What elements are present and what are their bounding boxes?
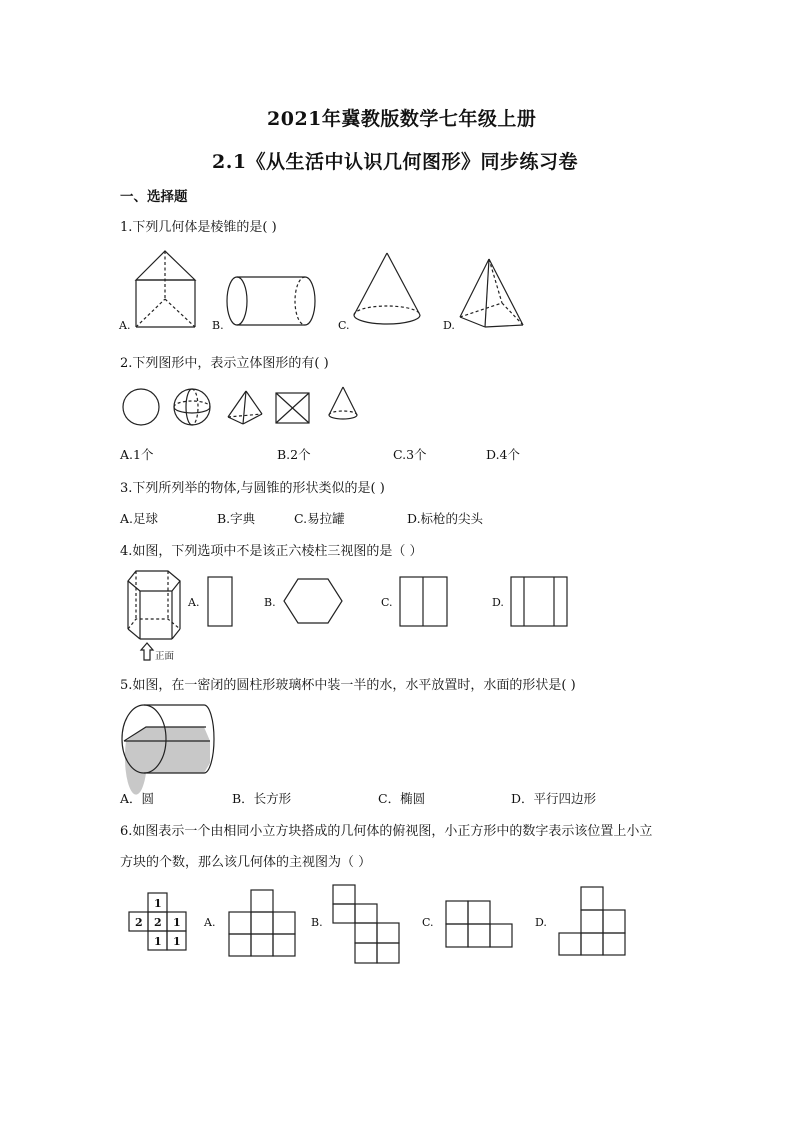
q5-option-a: A．圆 <box>120 791 155 806</box>
question-6-text-line-1: 6.如图表示一个由相同小立方块搭成的几何体的俯视图，小正方形中的数字表示该位置上小立 <box>120 824 653 839</box>
front-arrow-icon <box>140 642 154 662</box>
q4-label-b: B. <box>264 596 276 609</box>
q5-option-c: C．椭圆 <box>378 791 426 806</box>
question-4-text: 4.如图，下列选项中不是该正六棱柱三视图的是（ ） <box>120 544 423 559</box>
top-view-number-grid <box>127 891 193 957</box>
question-1-text: 1.下列几何体是棱锥的是( ) <box>120 220 277 235</box>
q6-label-b: B. <box>311 916 323 929</box>
circle-figure <box>122 388 162 428</box>
front-view-option-a <box>227 888 299 958</box>
half-filled-cylinder-figure <box>118 703 214 779</box>
q4-label-a: A. <box>188 596 200 609</box>
page-title: 2021年冀教版数学七年级上册 <box>267 108 537 130</box>
q1-label-a: A. <box>119 319 131 332</box>
q6-label-a: A. <box>204 916 216 929</box>
q6-label-d: D. <box>535 916 547 929</box>
q1-label-c: C. <box>338 319 350 332</box>
q2-option-a: A.1个 <box>120 447 154 462</box>
page-subtitle: 2.1《从生活中认识几何图形》同步练习卷 <box>212 151 579 173</box>
grid-number: 1 <box>173 935 181 948</box>
front-view-option-b <box>331 883 403 968</box>
grid-number: 2 <box>135 916 143 929</box>
three-panel-rectangle-view <box>509 575 571 629</box>
hexagonal-prism-figure <box>120 567 188 647</box>
q5-option-d: D．平行四边形 <box>511 791 597 806</box>
small-cone-figure <box>326 385 362 425</box>
section-heading: 一、选择题 <box>120 189 188 205</box>
crossed-square-figure <box>274 391 314 427</box>
q5-option-b: B．长方形 <box>232 791 292 806</box>
cone-figure <box>350 250 425 330</box>
q3-option-c: C.易拉罐 <box>294 511 345 526</box>
q2-option-b: B.2个 <box>277 447 311 462</box>
question-5-text: 5.如图，在一密闭的圆柱形玻璃杯中装一半的水，水平放置时，水面的形状是( ) <box>120 678 576 693</box>
grid-number: 1 <box>154 897 162 910</box>
question-3-text: 3.下列所列举的物体,与圆锥的形状类似的是( ) <box>120 481 385 496</box>
horizontal-cylinder-figure <box>225 275 317 330</box>
triangular-prism-figure <box>130 247 200 332</box>
grid-number: 2 <box>154 916 162 929</box>
q3-option-b: B.字典 <box>217 511 256 526</box>
q6-label-c: C. <box>422 916 434 929</box>
q3-option-d: D.标枪的尖头 <box>407 511 484 526</box>
hexagon-view <box>283 577 345 627</box>
front-view-option-c <box>444 899 516 951</box>
tall-rectangle-view <box>206 575 236 629</box>
two-panel-rectangle-view <box>398 575 450 629</box>
square-pyramid-figure <box>455 255 530 333</box>
front-view-label: 正面 <box>155 651 175 662</box>
grid-number: 1 <box>154 935 162 948</box>
front-view-option-d <box>557 885 629 960</box>
q4-label-d: D. <box>492 596 504 609</box>
q1-label-d: D. <box>443 319 455 332</box>
q2-option-c: C.3个 <box>393 447 427 462</box>
tetrahedron-figure <box>226 389 266 429</box>
q2-option-d: D.4个 <box>486 447 521 462</box>
question-6-text-line-2: 方块的个数，那么该几何体的主视图为（ ） <box>120 855 372 870</box>
q4-label-c: C. <box>381 596 393 609</box>
grid-number: 1 <box>173 916 181 929</box>
question-2-text: 2.下列图形中，表示立体图形的有( ) <box>120 356 329 371</box>
q1-label-b: B. <box>212 319 224 332</box>
sphere-figure <box>173 388 213 428</box>
q3-option-a: A.足球 <box>120 511 159 526</box>
